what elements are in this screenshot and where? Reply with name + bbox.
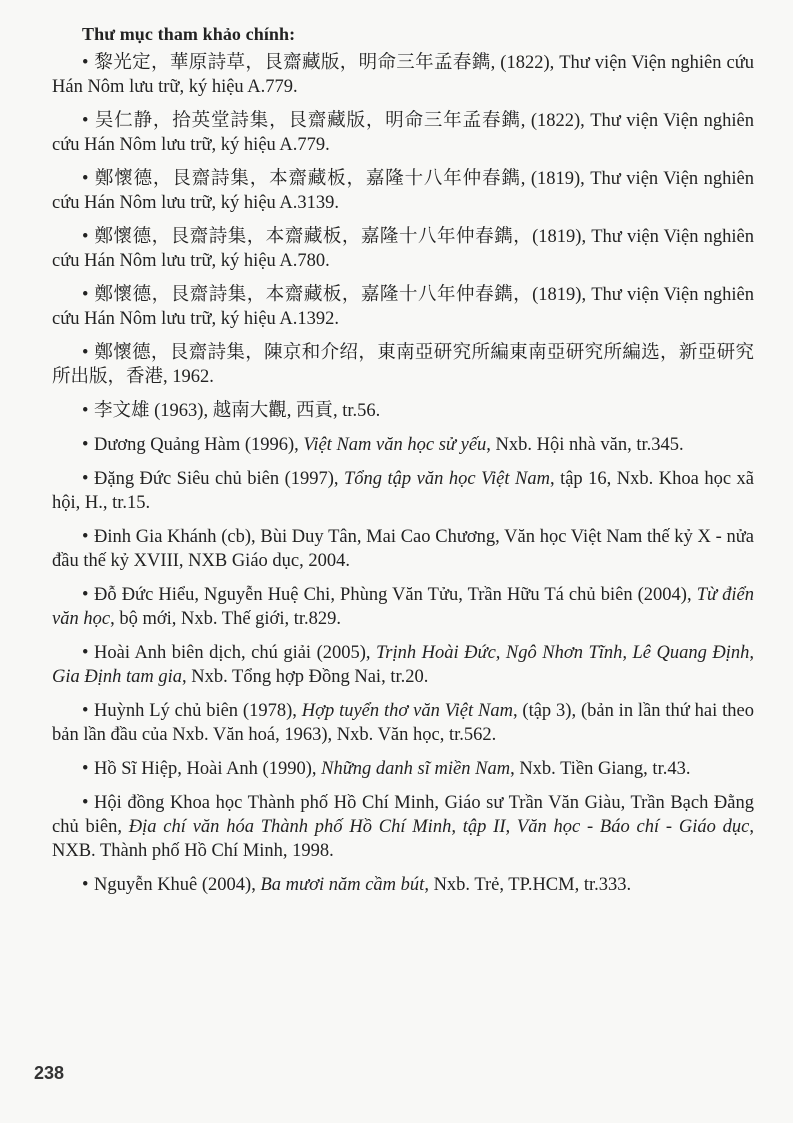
entry-text: , bộ mới, Nxb. Thế giới, tr.829. (110, 609, 342, 629)
entry-text: Đặng Đức Siêu chủ biên (1997), (94, 469, 345, 489)
bullet-icon: • (82, 111, 89, 131)
entry-text: , Nxb. Tổng hợp Đồng Nai, tr.20. (182, 667, 429, 687)
bibliography-entry (52, 433, 754, 457)
bibliography-list (52, 51, 754, 897)
entry-title-text: Những danh sĩ miền Nam (321, 759, 511, 779)
entry-title-text: Hợp tuyển thơ văn Việt Nam (301, 701, 513, 721)
entry-text: Đinh Gia Khánh (cb), Bùi Duy Tân, Mai Cao Chương, Văn học Việt Nam thế kỷ X - nửa đầu thế kỷ XVIII, NXB Giáo dục, 2004. (52, 527, 754, 571)
bullet-icon: • (82, 643, 89, 663)
entry-title-text: Trịnh Hoài Đức, Ngô Nhơn Tĩnh, Lê Quang Định, Gia Định tam gia (52, 643, 754, 687)
bibliography-entry (52, 467, 754, 515)
entry-text: , Nxb. Trẻ, TP.HCM, tr.333. (424, 875, 632, 895)
entry-text: , Nxb. Tiền Giang, tr.43. (510, 759, 691, 779)
bullet-icon: • (82, 469, 89, 489)
bibliography-entry (52, 399, 754, 423)
bibliography-entry (52, 757, 754, 781)
entry-text: , NXB. Thành phố Hồ Chí Minh, 1998. (52, 817, 754, 861)
bullet-icon: • (82, 701, 89, 721)
bibliography-entry (52, 525, 754, 573)
entry-text: 李文雄 (1963), 越南大觀, 西貢, tr.56. (94, 401, 381, 421)
bullet-icon: • (82, 435, 89, 455)
entry-text: Nguyễn Khuê (2004), (94, 875, 261, 895)
entry-text: Hoài Anh biên dịch, chú giải (2005), (94, 643, 377, 663)
bibliography-entry (52, 167, 754, 215)
entry-text: Đỗ Đức Hiểu, Nguyễn Huệ Chi, Phùng Văn Tửu, Trần Hữu Tá chủ biên (2004), (94, 585, 697, 605)
entry-title-text: Từ điển văn học (52, 585, 754, 629)
bibliography-entry (52, 341, 754, 389)
entry-text: Hồ Sĩ Hiệp, Hoài Anh (1990), (94, 759, 322, 779)
entry-title-text: Địa chí văn hóa Thành phố Hồ Chí Minh, tập II, Văn học - Báo chí - Giáo dục (128, 817, 750, 837)
bullet-icon: • (82, 401, 89, 421)
entry-text: , Nxb. Hội nhà văn, tr.345. (486, 435, 684, 455)
bibliography-entry (52, 699, 754, 747)
entry-text: 吴仁静，拾英堂詩集，艮齋藏版，明命三年孟春鐫, (1822), Thư viện Viện nghiên cứu Hán Nôm lưu trữ, ký hiệu A.779. (52, 111, 754, 155)
entry-title-text: Việt Nam văn học sử yếu (303, 435, 487, 455)
entry-text: , (tập 3), (bản in lần thứ hai theo bản lần đầu của Nxb. Văn hoá, 1963), Nxb. Văn học, tr.562. (52, 701, 754, 745)
bullet-icon: • (82, 169, 89, 189)
entry-title-text: Tổng tập văn học Việt Nam (344, 469, 550, 489)
entry-text: 鄭懷德，艮齋詩集，本齋藏板，嘉隆十八年仲春鐫，(1819), Thư viện Viện nghiên cứu Hán Nôm lưu trữ, ký hiệu A.1392. (52, 285, 754, 329)
bibliography-entry (52, 225, 754, 273)
bullet-icon: • (82, 343, 89, 363)
bibliography-entry (52, 583, 754, 631)
section-heading: Thư mục tham khảo chính: (82, 24, 296, 44)
bibliography-entry (52, 873, 754, 897)
bullet-icon: • (82, 227, 89, 247)
entry-text: Dương Quảng Hàm (1996), (94, 435, 304, 455)
bibliography-entry (52, 791, 754, 863)
bibliography-page (52, 24, 754, 907)
entry-text: , tập 16, Nxb. Khoa học xã hội, H., tr.15. (52, 469, 754, 513)
bibliography-entry (52, 283, 754, 331)
entry-text: Huỳnh Lý chủ biên (1978), (94, 701, 302, 721)
bullet-icon: • (82, 285, 89, 305)
bibliography-entry (52, 51, 754, 99)
bibliography-entry (52, 641, 754, 689)
entry-text: 黎光定，華原詩草，艮齋藏版，明命三年孟春鐫, (1822), Thư viện Viện nghiên cứu Hán Nôm lưu trữ, ký hiệu A.779. (52, 53, 754, 97)
entry-text: 鄭懷德，艮齋詩集，本齋藏板，嘉隆十八年仲春鐫，(1819), Thư viện Viện nghiên cứu Hán Nôm lưu trữ, ký hiệu A.780. (52, 227, 754, 271)
bullet-icon: • (82, 527, 89, 547)
bibliography-entry (52, 109, 754, 157)
page-number: 238 (34, 1063, 65, 1083)
bullet-icon: • (82, 759, 89, 779)
entry-text: Hội đồng Khoa học Thành phố Hồ Chí Minh, Giáo sư Trần Văn Giàu, Trần Bạch Đằng chủ biên, (52, 793, 754, 837)
entry-text: 鄭懷德，艮齋詩集，本齋藏板，嘉隆十八年仲春鐫, (1819), Thư viện Viện nghiên cứu Hán Nôm lưu trữ, ký hiệu A.3139. (52, 169, 754, 213)
bullet-icon: • (82, 585, 89, 605)
entry-title-text: Ba mươi năm cầm bút (260, 875, 425, 895)
bullet-icon: • (82, 875, 89, 895)
bullet-icon: • (82, 793, 89, 813)
entry-text: 鄭懷德，艮齋詩集，陳京和介绍，東南亞研究所編東南亞研究所編选，新亞研究所出版，香港, 1962. (52, 343, 754, 387)
bullet-icon: • (82, 53, 89, 73)
